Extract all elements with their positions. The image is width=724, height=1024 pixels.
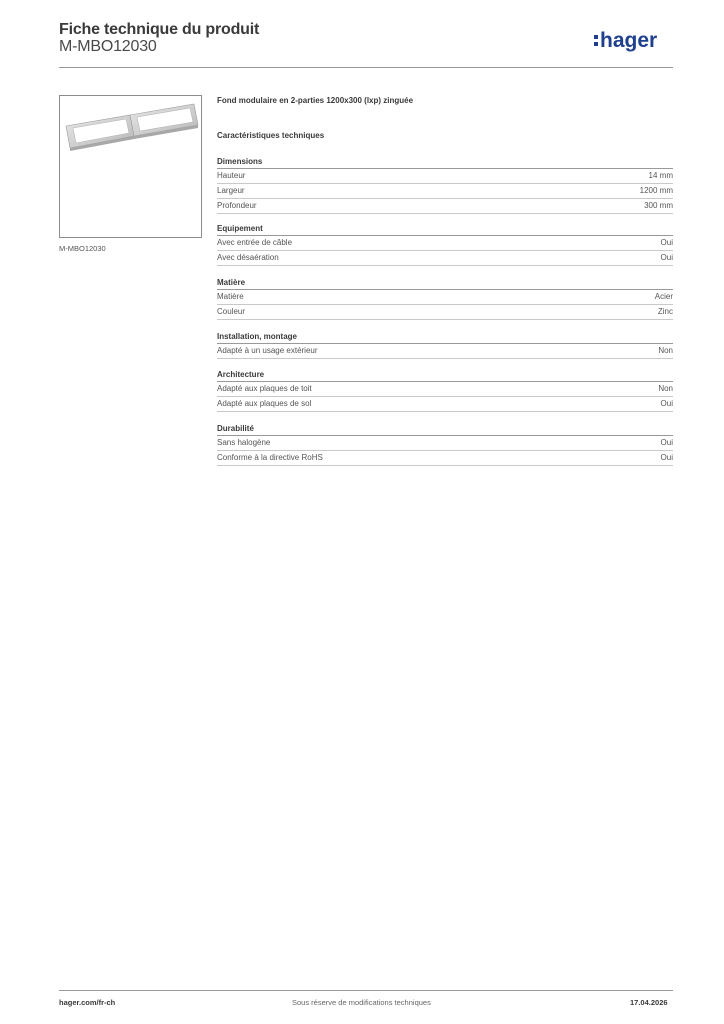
section-title: Architecture xyxy=(217,368,673,382)
spec-label: Sans halogène xyxy=(217,438,271,447)
product-name: Fond modulaire en 2-parties 1200x300 (lxp) zinguée xyxy=(217,96,414,105)
modular-base-illustration xyxy=(60,96,201,237)
spec-row xyxy=(217,382,673,397)
section-matiere xyxy=(217,276,673,320)
spec-row xyxy=(217,184,673,199)
footer-disclaimer: Sous réserve de modifications techniques xyxy=(292,998,431,1007)
logo-wordmark: hager xyxy=(600,29,658,52)
page-title: Fiche technique du produit xyxy=(59,21,260,38)
website-link[interactable]: hager.com/fr-ch xyxy=(59,998,116,1007)
spec-label: Matière xyxy=(217,292,244,301)
spec-row xyxy=(217,236,673,251)
spec-value: Non xyxy=(658,346,673,355)
footer-divider xyxy=(59,990,673,991)
spec-row xyxy=(217,436,673,451)
spec-label: Hauteur xyxy=(217,171,246,180)
spec-value: Zinc xyxy=(657,307,673,316)
product-reference: M-MBO12030 xyxy=(59,38,157,55)
spec-row xyxy=(217,451,673,466)
spec-value: Oui xyxy=(660,253,673,262)
spec-value: 300 mm xyxy=(644,201,673,210)
section-installation xyxy=(217,330,673,359)
spec-label: Couleur xyxy=(217,307,246,316)
spec-value: Oui xyxy=(660,399,673,408)
spec-row xyxy=(217,344,673,359)
section-title: Installation, montage xyxy=(217,330,673,344)
spec-label: Adapté aux plaques de toit xyxy=(217,384,312,393)
spec-row xyxy=(217,251,673,266)
spec-row xyxy=(217,199,673,214)
spec-value: Oui xyxy=(660,453,673,462)
spec-row xyxy=(217,169,673,184)
spec-value: Acier xyxy=(654,292,673,301)
spec-label: Avec désaération xyxy=(217,253,279,262)
spec-label: Conforme à la directive RoHS xyxy=(217,453,323,462)
image-caption: M-MBO12030 xyxy=(59,244,106,253)
spec-label: Avec entrée de câble xyxy=(217,238,293,247)
spec-label: Adapté à un usage extérieur xyxy=(217,346,318,355)
spec-value: 14 mm xyxy=(648,171,673,180)
section-equipement xyxy=(217,222,673,266)
spec-row xyxy=(217,290,673,305)
section-architecture xyxy=(217,368,673,412)
header-divider xyxy=(59,67,673,68)
section-dimensions xyxy=(217,155,673,214)
section-title: Equipement xyxy=(217,222,673,236)
section-durabilite xyxy=(217,422,673,466)
section-title: Matière xyxy=(217,276,673,290)
spec-value: 1200 mm xyxy=(639,186,673,195)
spec-value: Oui xyxy=(660,438,673,447)
spec-row xyxy=(217,397,673,412)
product-image xyxy=(59,95,202,238)
spec-label: Adapté aux plaques de sol xyxy=(217,399,312,408)
hager-logo xyxy=(592,26,676,56)
spec-value: Oui xyxy=(660,238,673,247)
spec-row xyxy=(217,305,673,320)
specs-heading: Caractéristiques techniques xyxy=(217,131,325,140)
section-title: Durabilité xyxy=(217,422,673,436)
footer-date: 17.04.2026 xyxy=(630,998,668,1007)
spec-value: Non xyxy=(658,384,673,393)
spec-label: Largeur xyxy=(217,186,245,195)
section-title: Dimensions xyxy=(217,155,673,169)
spec-label: Profondeur xyxy=(217,201,257,210)
